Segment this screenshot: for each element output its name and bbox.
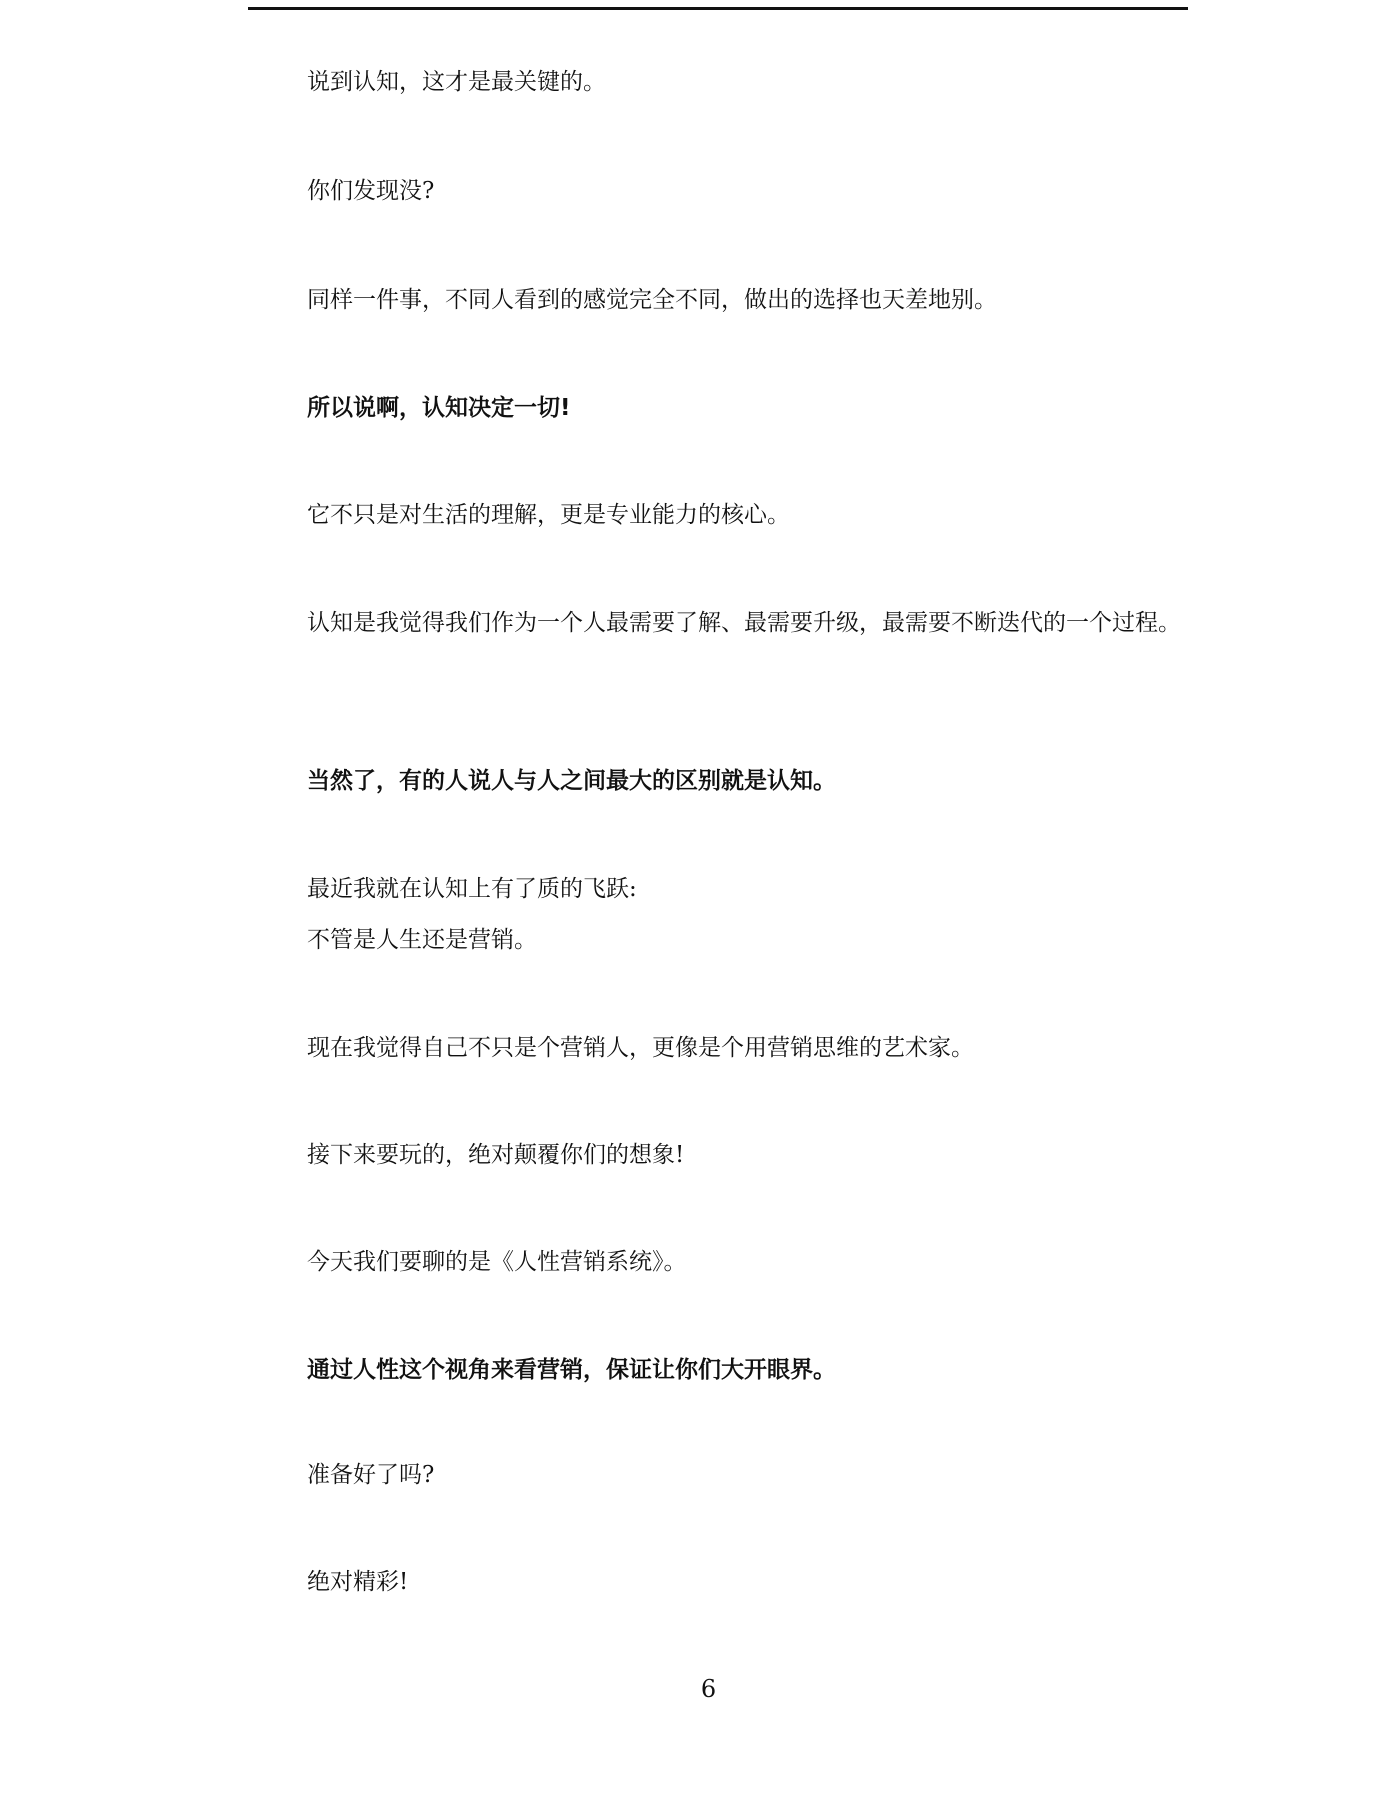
paragraph-1: 说到认知，这才是最关键的。 <box>307 69 606 95</box>
paragraph-7-bold: 当然了，有的人说人与人之间最大的区别就是认知。 <box>307 768 836 794</box>
paragraph-4-bold: 所以说啊，认知决定一切! <box>307 395 571 421</box>
paragraph-2: 你们发现没? <box>307 178 435 204</box>
paragraph-11: 接下来要玩的，绝对颠覆你们的想象! <box>307 1142 685 1168</box>
paragraph-9: 不管是人生还是营销。 <box>307 927 537 953</box>
paragraph-10: 现在我觉得自己不只是个营销人，更像是个用营销思维的艺术家。 <box>307 1035 974 1061</box>
paragraph-15: 绝对精彩! <box>307 1569 409 1595</box>
paragraph-5: 它不只是对生活的理解，更是专业能力的核心。 <box>307 502 790 528</box>
paragraph-13-bold: 通过人性这个视角来看营销，保证让你们大开眼界。 <box>307 1357 836 1383</box>
paragraph-8: 最近我就在认知上有了质的飞跃: <box>307 876 637 902</box>
paragraph-12: 今天我们要聊的是《人性营销系统》。 <box>307 1249 687 1275</box>
paragraph-6: 认知是我觉得我们作为一个人最需要了解、最需要升级，最需要不断迭代的一个过程。 <box>307 610 1181 636</box>
paragraph-3: 同样一件事，不同人看到的感觉完全不同，做出的选择也天差地别。 <box>307 287 997 313</box>
paragraph-14: 准备好了吗? <box>307 1462 435 1488</box>
page-number: 6 <box>700 1675 717 1703</box>
top-rule <box>248 7 1188 10</box>
